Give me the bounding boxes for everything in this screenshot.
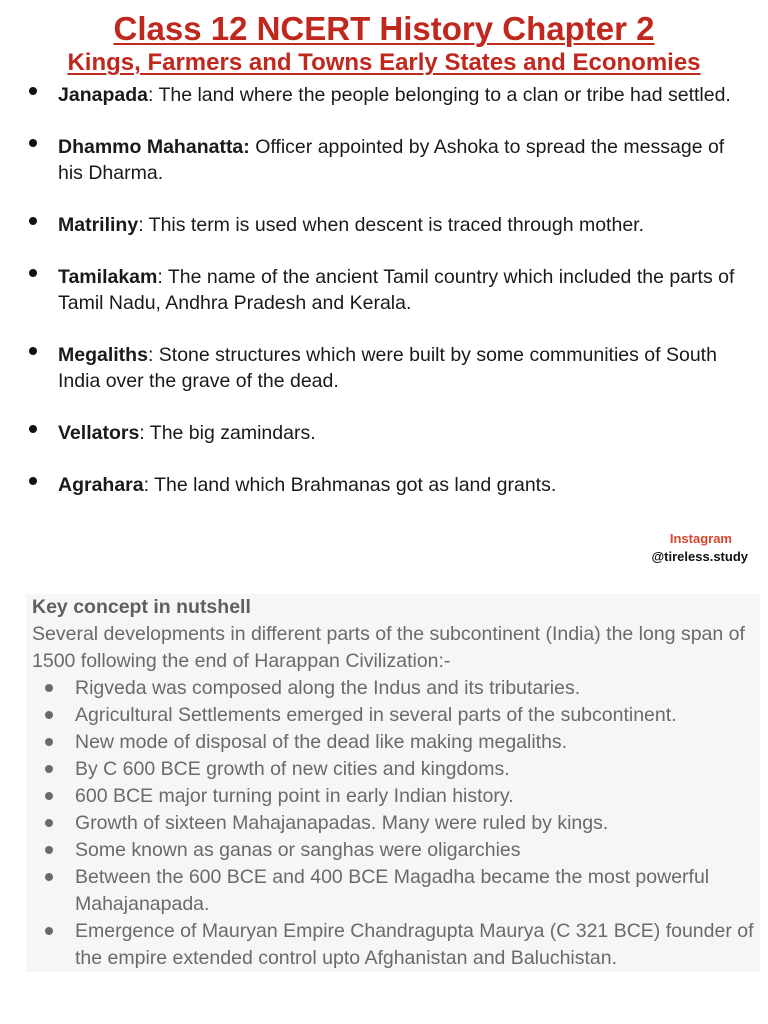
glossary-term: Janapada — [58, 84, 148, 106]
key-concept-point: 600 BCE major turning point in early Indian history. — [75, 783, 754, 810]
glossary-separator: : — [147, 344, 159, 366]
page-title: Class 12 NCERT History Chapter 2 — [113, 10, 655, 47]
glossary-term: Agrahara — [58, 474, 144, 496]
glossary-definition: The big zamindars. — [149, 422, 316, 444]
glossary-definition: The land which Brahmanas got as land grants. — [154, 474, 557, 496]
key-concept-section — [26, 594, 760, 972]
glossary-item — [58, 212, 748, 238]
key-concept-point: Rigveda was composed along the Indus and its tributaries. — [75, 675, 754, 702]
glossary-separator: : — [147, 84, 159, 106]
glossary-separator: : — [139, 422, 150, 444]
instagram-handle: @tireless.study — [651, 549, 748, 564]
glossary-term: Vellators — [58, 422, 140, 444]
page-subtitle: Kings, Farmers and Towns Early States and Economies — [67, 49, 701, 76]
glossary-separator: : — [138, 214, 149, 236]
glossary-term: Dhammo Mahanatta: — [58, 136, 250, 158]
glossary-definition: The land where the people belonging to a clan or tribe had settled. — [158, 84, 731, 106]
glossary-definition: Stone structures which were built by some communities of South India over the grave of the dead. — [58, 344, 717, 392]
key-concept-heading: Key concept in nutshell — [32, 596, 251, 618]
glossary-definition: This term is used when descent is traced through mother. — [148, 214, 644, 236]
glossary-item — [58, 82, 748, 108]
instagram-label: Instagram — [669, 531, 732, 546]
key-concept-point: Emergence of Mauryan Empire Chandragupta Maurya (C 321 BCE) founder of the empire extended control upto Afghanistan and Baluchistan. — [75, 918, 754, 972]
glossary-term: Megaliths — [58, 344, 148, 366]
glossary-separator: : — [143, 474, 155, 496]
glossary-item — [58, 134, 748, 186]
glossary-item — [58, 420, 748, 446]
glossary-list — [0, 82, 768, 498]
glossary-definition: Officer appointed by Ashoka to spread the message of his Dharma. — [58, 136, 725, 184]
key-concept-intro: Several developments in different parts of the subcontinent (India) the long span of 1500 following the end of Harappan Civilization:- — [32, 623, 745, 672]
glossary-item — [58, 472, 748, 498]
key-concept-list — [32, 675, 754, 972]
key-concept-point: By C 600 BCE growth of new cities and kingdoms. — [75, 756, 754, 783]
glossary-separator: : — [157, 266, 168, 288]
glossary-item — [58, 342, 748, 394]
key-concept-point: Agricultural Settlements emerged in several parts of the subcontinent. — [75, 702, 754, 729]
glossary-definition: The name of the ancient Tamil country which included the parts of Tamil Nadu, Andhra Pradesh and Kerala. — [58, 266, 735, 314]
glossary-item — [58, 264, 748, 316]
key-concept-point: Some known as ganas or sanghas were oligarchies — [75, 837, 754, 864]
instagram-watermark — [652, 530, 749, 566]
glossary-term: Matriliny — [58, 214, 139, 236]
key-concept-point: New mode of disposal of the dead like making megaliths. — [75, 729, 754, 756]
key-concept-point: Between the 600 BCE and 400 BCE Magadha became the most powerful Mahajanapada. — [75, 864, 754, 918]
key-concept-point: Growth of sixteen Mahajanapadas. Many were ruled by kings. — [75, 810, 754, 837]
glossary-term: Tamilakam — [58, 266, 158, 288]
